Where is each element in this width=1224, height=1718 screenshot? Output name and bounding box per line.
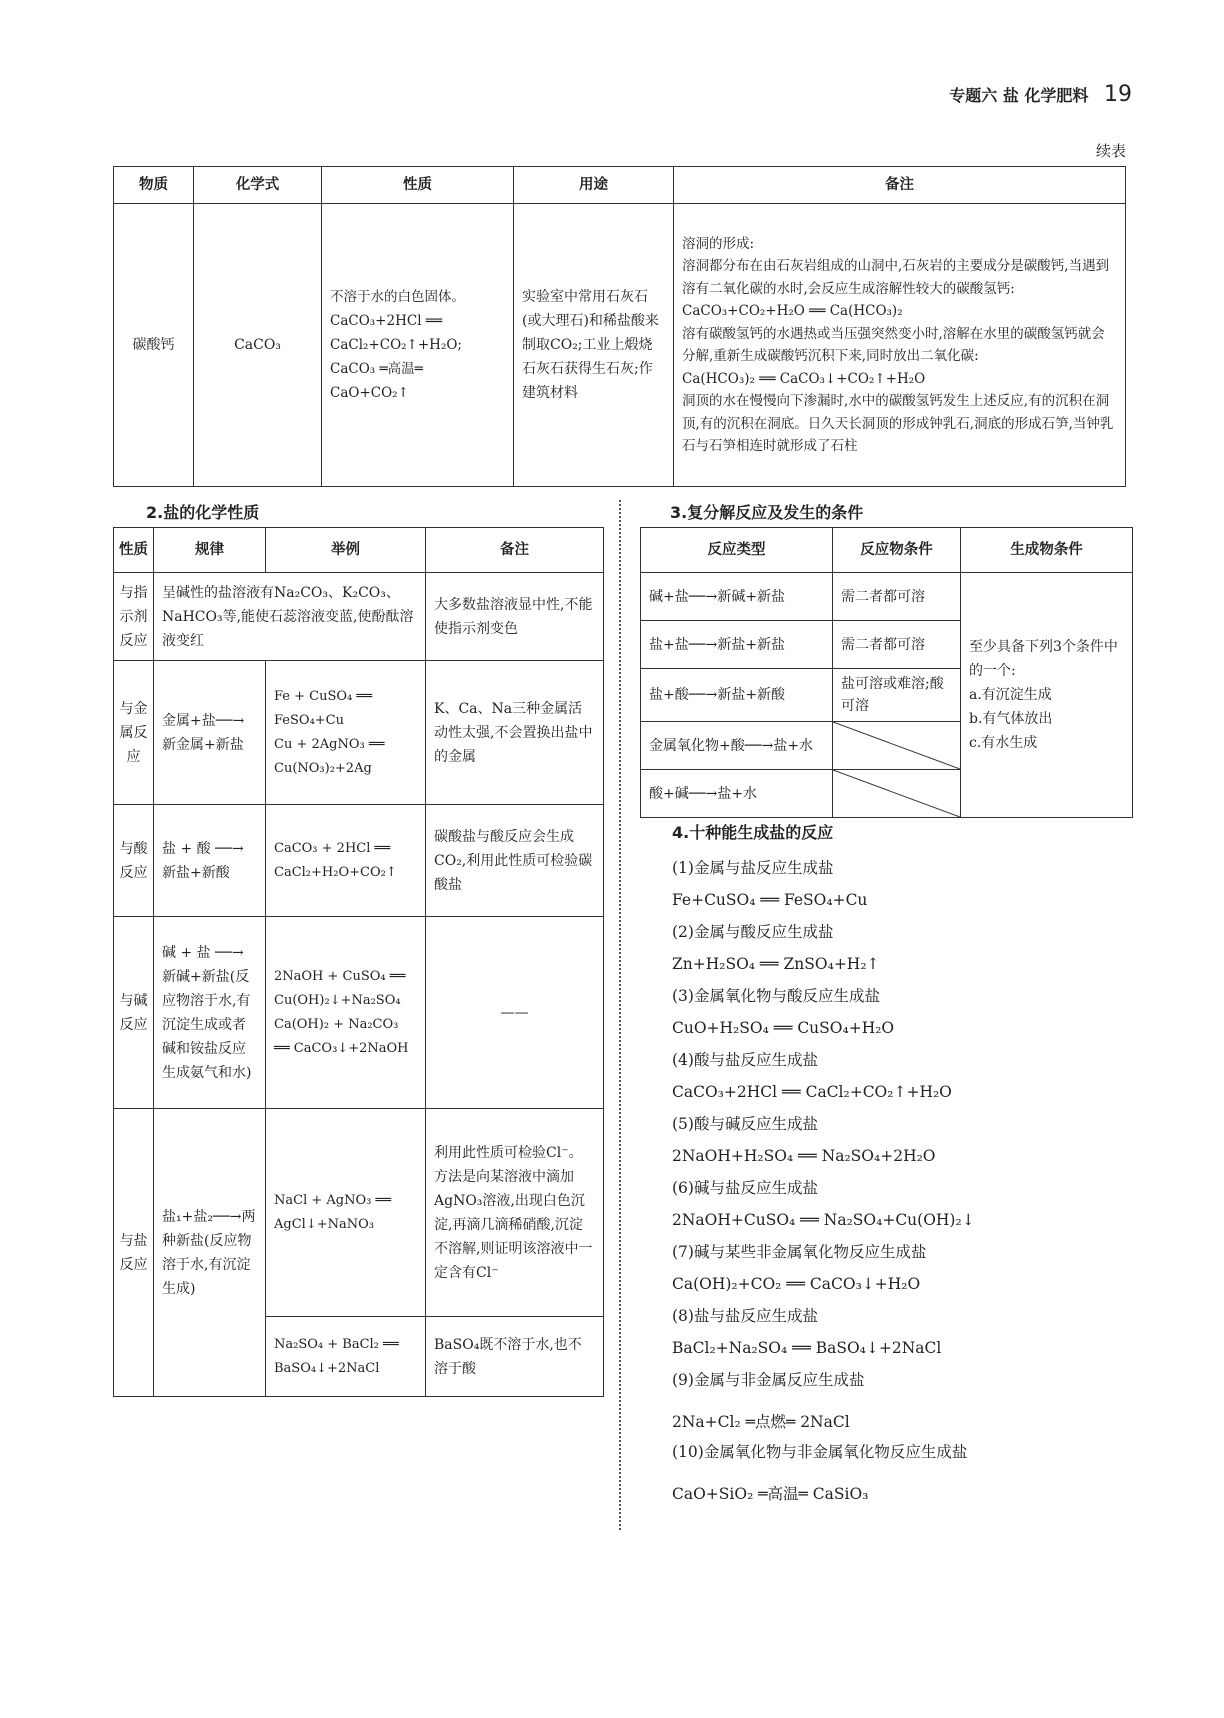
list-item: Fe+CuSO₄ ══ FeSO₄+Cu xyxy=(672,891,868,909)
table-double-decomposition xyxy=(640,527,1133,818)
rule-cell: 盐₁+盐₂──→两种新盐(反应物溶于水,有沉淀生成) xyxy=(154,1109,266,1397)
list-item: (3)金属氧化物与酸反应生成盐 xyxy=(672,987,880,1005)
header-title: 专题六 盐 化学肥料 xyxy=(949,86,1089,105)
table-header-row xyxy=(114,167,1126,204)
col-header: 反应类型 xyxy=(641,528,833,573)
list-item: (5)酸与碱反应生成盐 xyxy=(672,1115,818,1133)
note-cell: 碳酸盐与酸反应会生成CO₂,利用此性质可检验碳酸盐 xyxy=(426,805,604,917)
note-cell: BaSO₄既不溶于水,也不溶于酸 xyxy=(426,1317,604,1397)
property-cell: 与酸反应 xyxy=(114,805,154,917)
table-row xyxy=(114,204,1126,487)
col-header: 性质 xyxy=(114,528,154,573)
table-row xyxy=(114,805,604,917)
column-divider xyxy=(619,500,621,1530)
col-header: 备注 xyxy=(426,528,604,573)
list-item: CuO+H₂SO₄ ══ CuSO₄+H₂O xyxy=(672,1019,895,1037)
reactant-condition-cell: 需二者都可溶 xyxy=(833,573,961,621)
uses-cell: 实验室中常用石灰石(或大理石)和稀盐酸来制取CO₂;工业上煅烧石灰石获得生石灰;作建筑材料 xyxy=(514,204,674,487)
salt-reactions-list xyxy=(672,852,1132,1508)
list-item: Ca(OH)₂+CO₂ ══ CaCO₃↓+H₂O xyxy=(672,1275,921,1293)
example-cell: NaCl + AgNO₃ ══ AgCl↓+NaNO₃ xyxy=(266,1109,426,1317)
rule-cell: 碱 + 盐 ──→ 新碱+新盐(反应物溶于水,有沉淀生成或者碱和铵盐反应生成氨气和水) xyxy=(154,917,266,1109)
example-cell: 2NaOH + CuSO₄ ══ Cu(OH)₂↓+Na₂SO₄ Ca(OH)₂ + Na₂CO₃ ══ CaCO₃↓+2NaOH xyxy=(266,917,426,1109)
property-cell: 与盐反应 xyxy=(114,1109,154,1397)
col-header: 用途 xyxy=(514,167,674,204)
reaction-type-cell: 碱+盐──→新碱+新盐 xyxy=(641,573,833,621)
substance-name: 碳酸钙 xyxy=(114,204,194,487)
chemical-formula: CaCO₃ xyxy=(194,204,322,487)
empty-diagonal-cell xyxy=(833,722,961,770)
property-cell: 与指示剂反应 xyxy=(114,573,154,661)
list-item: (10)金属氧化物与非金属氧化物反应生成盐 xyxy=(672,1443,968,1461)
list-item: (9)金属与非金属反应生成盐 xyxy=(672,1371,865,1389)
table-row xyxy=(114,573,604,661)
list-item: (6)碱与盐反应生成盐 xyxy=(672,1179,818,1197)
list-item: 2NaOH+H₂SO₄ ══ Na₂SO₄+2H₂O xyxy=(672,1147,936,1165)
page-header xyxy=(949,82,1132,107)
rule-cell: 金属+盐──→新金属+新盐 xyxy=(154,661,266,805)
page-number: 19 xyxy=(1104,82,1132,107)
table-row xyxy=(114,1109,604,1317)
list-item: (7)碱与某些非金属氧化物反应生成盐 xyxy=(672,1243,927,1261)
reaction-type-cell: 金属氧化物+酸──→盐+水 xyxy=(641,722,833,770)
note-cell: 大多数盐溶液显中性,不能使指示剂变色 xyxy=(426,573,604,661)
list-item: 2Na+Cl₂ ═点燃═ 2NaCl xyxy=(672,1413,850,1431)
example-cell: Na₂SO₄ + BaCl₂ ══ BaSO₄↓+2NaCl xyxy=(266,1317,426,1397)
list-item: (4)酸与盐反应生成盐 xyxy=(672,1051,818,1069)
col-header: 备注 xyxy=(674,167,1126,204)
list-item: CaCO₃+2HCl ══ CaCl₂+CO₂↑+H₂O xyxy=(672,1083,952,1101)
note-cell: —— xyxy=(426,917,604,1109)
rule-cell: 呈碱性的盐溶液有Na₂CO₃、K₂CO₃、NaHCO₃等,能使石蕊溶液变蓝,使酚酞溶液变红 xyxy=(154,573,426,661)
col-header: 规律 xyxy=(154,528,266,573)
reaction-type-cell: 盐+酸──→新盐+新酸 xyxy=(641,669,833,722)
list-item: 2NaOH+CuSO₄ ══ Na₂SO₄+Cu(OH)₂↓ xyxy=(672,1211,975,1229)
table-row xyxy=(114,661,604,805)
list-item: (2)金属与酸反应生成盐 xyxy=(672,923,834,941)
continued-label: 续表 xyxy=(1095,142,1126,160)
col-header: 性质 xyxy=(322,167,514,204)
reactant-condition-cell: 需二者都可溶 xyxy=(833,621,961,669)
note-cell: K、Ca、Na三种金属活动性太强,不会置换出盐中的金属 xyxy=(426,661,604,805)
list-item: CaO+SiO₂ ═高温═ CaSiO₃ xyxy=(672,1485,869,1503)
notes-cell: 溶洞的形成: 溶洞都分布在由石灰岩组成的山洞中,石灰岩的主要成分是碳酸钙,当遇到溶有二氧化碳的水时,会反应生成溶解性较大的碳酸氢钙: CaCO₃+CO₂+H₂O ══ Ca(HCO₃)₂ 溶有碳酸氢钙的水遇热或当压强突然变小时,溶解在水里的碳酸氢钙就会分解,重新生成碳酸钙沉积下来,同时放出二氧化碳: Ca(HCO₃)₂ ══ CaCO₃↓+CO₂↑+H₂O 洞顶的水在慢慢向下渗漏时,水中的碳酸氢钙发生上述反应,有的沉积在洞顶,有的沉积在洞底。日久天长洞顶的形成钟乳石,洞底的形成石笋,当钟乳石与石笋相连时就形成了石柱 xyxy=(674,204,1126,487)
product-condition-cell: 至少具备下列3个条件中的一个: a.有沉淀生成 b.有气体放出 c.有水生成 xyxy=(961,573,1133,818)
list-item: (1)金属与盐反应生成盐 xyxy=(672,859,834,877)
col-header: 反应物条件 xyxy=(833,528,961,573)
section-3-title: 3.复分解反应及发生的条件 xyxy=(670,503,864,522)
rule-cell: 盐 + 酸 ──→ 新盐+新酸 xyxy=(154,805,266,917)
empty-diagonal-cell xyxy=(833,770,961,818)
list-item: Zn+H₂SO₄ ══ ZnSO₄+H₂↑ xyxy=(672,955,880,973)
reaction-type-cell: 酸+碱──→盐+水 xyxy=(641,770,833,818)
section-2-title: 2.盐的化学性质 xyxy=(146,503,260,522)
reactant-condition-cell: 盐可溶或难溶;酸可溶 xyxy=(833,669,961,722)
reaction-type-cell: 盐+盐──→新盐+新盐 xyxy=(641,621,833,669)
list-item: BaCl₂+Na₂SO₄ ══ BaSO₄↓+2NaCl xyxy=(672,1339,942,1357)
note-cell: 利用此性质可检验Cl⁻。方法是向某溶液中滴加AgNO₃溶液,出现白色沉淀,再滴几滴稀硝酸,沉淀不溶解,则证明该溶液中一定含有Cl⁻ xyxy=(426,1109,604,1317)
example-cell: Fe + CuSO₄ ══ FeSO₄+Cu Cu + 2AgNO₃ ══ Cu(NO₃)₂+2Ag xyxy=(266,661,426,805)
table-header-row xyxy=(114,528,604,573)
col-header: 生成物条件 xyxy=(961,528,1133,573)
property-cell: 与碱反应 xyxy=(114,917,154,1109)
list-item: (8)盐与盐反应生成盐 xyxy=(672,1307,818,1325)
table-salt-chemical-properties xyxy=(113,527,604,1397)
table-row xyxy=(641,573,1133,621)
properties-cell: 不溶于水的白色固体。 CaCO₃+2HCl ══ CaCl₂+CO₂↑+H₂O; CaCO₃ ═高温═ CaO+CO₂↑ xyxy=(322,204,514,487)
col-header: 物质 xyxy=(114,167,194,204)
table-calcium-carbonate xyxy=(113,166,1126,487)
example-cell: CaCO₃ + 2HCl ══ CaCl₂+H₂O+CO₂↑ xyxy=(266,805,426,917)
col-header: 化学式 xyxy=(194,167,322,204)
section-4-title: 4.十种能生成盐的反应 xyxy=(672,823,834,842)
property-cell: 与金属反应 xyxy=(114,661,154,805)
col-header: 举例 xyxy=(266,528,426,573)
table-header-row xyxy=(641,528,1133,573)
table-row xyxy=(114,917,604,1109)
